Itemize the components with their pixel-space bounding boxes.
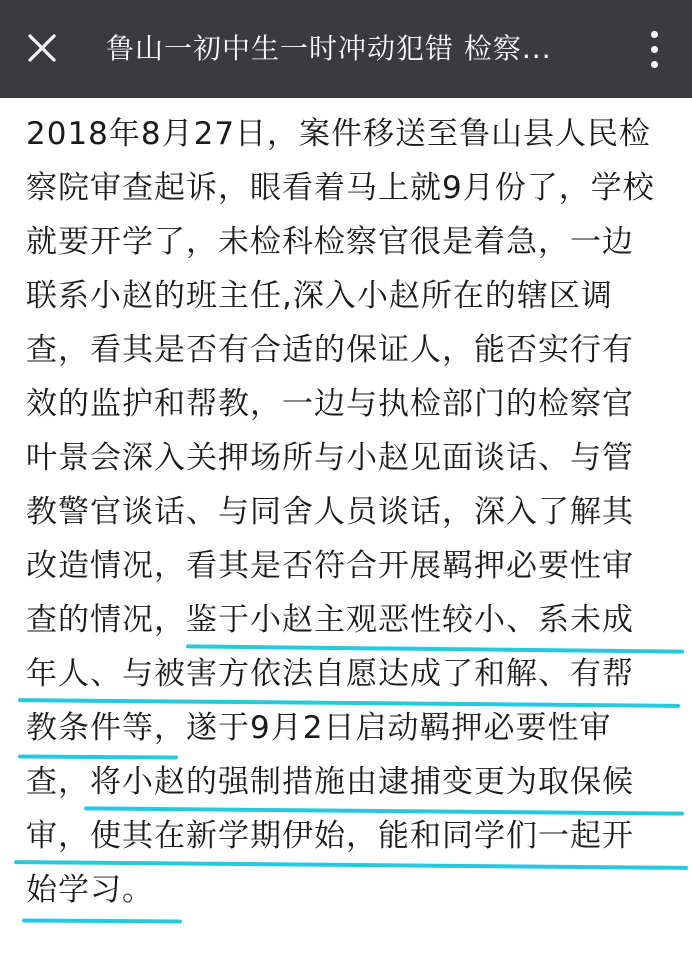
article-line: 教条件等，遂于9月2日启动羁押必要性审 xyxy=(26,710,612,746)
more-vertical-icon xyxy=(651,31,658,38)
article-line: 年人、与被害方依法自愿达成了和解、有帮 xyxy=(26,656,634,692)
highlight-underline xyxy=(186,644,684,653)
highlight-underline xyxy=(18,754,178,759)
close-button[interactable] xyxy=(14,20,70,76)
article-line: 察院审查起诉，眼看着马上就9月份了，学校 xyxy=(26,170,655,206)
article-line: 效的监护和帮教，一边与执检部门的检察官 xyxy=(26,386,634,422)
article-line: 就要开学了，未检科检察官很是着急，一边 xyxy=(26,224,634,260)
highlight-underline xyxy=(18,698,680,708)
top-bar xyxy=(0,0,692,98)
highlight-underline xyxy=(22,918,182,923)
article-line: 查，将小赵的强制措施由逮捕变更为取保候 xyxy=(26,764,634,800)
article-line: 2018年8月27日，案件移送至鲁山县人民检 xyxy=(26,116,652,152)
article-line: 叶景会深入关押场所与小赵见面谈话、与管 xyxy=(26,440,634,476)
article-line: 审，使其在新学期伊始，能和同学们一起开 xyxy=(26,818,634,854)
article-line: 查的情况，鉴于小赵主观恶性较小、系未成 xyxy=(26,602,634,638)
more-vertical-icon xyxy=(651,61,658,68)
close-icon xyxy=(26,32,58,64)
article-line: 始学习。 xyxy=(26,872,154,908)
article-line: 教警官谈话、与同舍人员谈话，深入了解其 xyxy=(26,494,634,530)
more-vertical-icon xyxy=(651,46,658,53)
article-line: 联系小赵的班主任,深入小赵所在的辖区调 xyxy=(26,278,613,314)
highlight-underline xyxy=(84,806,684,815)
highlight-underline xyxy=(14,860,688,870)
article-body[interactable] xyxy=(0,98,692,968)
article-line: 改造情况，看其是否符合开展羁押必要性审 xyxy=(26,548,634,584)
article-line: 查，看其是否有合适的保证人，能否实行有 xyxy=(26,332,634,368)
page-title: 鲁山一初中生一时冲动犯错 检察... xyxy=(106,32,552,65)
more-options-button[interactable] xyxy=(634,22,674,76)
